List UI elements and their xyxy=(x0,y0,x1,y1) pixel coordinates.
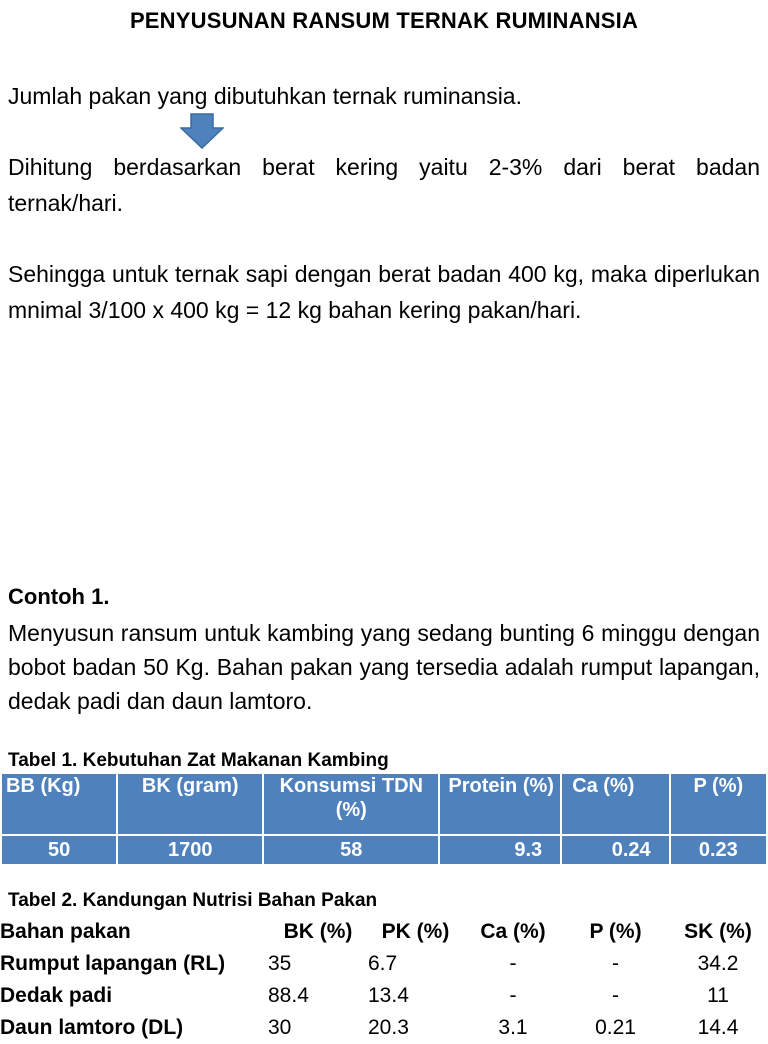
column-header: Ca (%) xyxy=(561,773,669,835)
table-cell: - xyxy=(612,984,619,1007)
table-cell: 0.23 xyxy=(670,835,767,865)
column-header: Bahan pakan xyxy=(0,920,131,943)
table-header-row xyxy=(1,773,767,835)
table-cell: 88.4 xyxy=(268,984,309,1007)
column-header: PK (%) xyxy=(381,920,450,943)
table2-caption: Tabel 2. Kandungan Nutrisi Bahan Pakan xyxy=(8,890,378,911)
nutrient-requirement-table xyxy=(0,772,768,866)
table-cell: 1700 xyxy=(117,835,263,865)
column-header: SK (%) xyxy=(684,920,752,943)
table-cell: 20.3 xyxy=(368,1016,409,1039)
column-header: Protein (%) xyxy=(439,773,561,835)
column-header: P (%) xyxy=(670,773,767,835)
column-header: BK (%) xyxy=(283,920,353,943)
table-cell: 6.7 xyxy=(368,952,398,975)
basis-paragraph: Dihitung berdasarkan berat kering yaitu 2-3% dari berat badan ternak/hari. xyxy=(8,154,760,216)
table-cell: 3.1 xyxy=(498,1016,528,1039)
table-cell: 14.4 xyxy=(697,1016,739,1039)
column-header: Ca (%) xyxy=(480,920,546,943)
feed-name: Daun lamtoro (DL) xyxy=(0,1016,184,1039)
table-cell: 34.2 xyxy=(697,952,739,975)
column-header: Konsumsi TDN (%) xyxy=(263,773,439,835)
table-cell: 0.21 xyxy=(595,1016,636,1039)
table-cell: 58 xyxy=(263,835,439,865)
table1-caption: Tabel 1. Kebutuhan Zat Makanan Kambing xyxy=(8,750,389,771)
calculation-paragraph: Sehingga untuk ternak sapi dengan berat badan 400 kg, maka diperlukan mnimal 3/100 x 400 kg = 12 kg bahan kering pakan/hari. xyxy=(8,261,760,323)
feed-nutrient-table xyxy=(0,916,768,1044)
table-cell: 13.4 xyxy=(368,984,409,1007)
intro-paragraph: Jumlah pakan yang dibutuhkan ternak ruminansia. xyxy=(8,83,522,109)
feed-name: Dedak padi xyxy=(0,984,113,1007)
down-arrow-icon xyxy=(180,113,224,149)
table-cell: - xyxy=(509,984,517,1007)
table-cell: 9.3 xyxy=(439,835,561,865)
column-header: P (%) xyxy=(589,920,642,943)
table-row xyxy=(1,835,767,865)
page-title: PENYUSUNAN RANSUM TERNAK RUMINANSIA xyxy=(129,8,639,33)
table-cell: - xyxy=(509,952,517,975)
table-cell: 50 xyxy=(1,835,117,865)
table-cell: 35 xyxy=(268,952,292,975)
table-cell: 11 xyxy=(707,984,729,1007)
example-heading: Contoh 1. xyxy=(8,584,110,609)
table-row xyxy=(0,1012,768,1044)
example-paragraph: Menyusun ransum untuk kambing yang sedang bunting 6 minggu dengan bobot badan 50 Kg. Bahan pakan yang tersedia adalah rumput lapangan, dedak padi dan daun lamtoro. xyxy=(8,620,760,714)
column-header: BB (Kg) xyxy=(1,773,117,835)
table-header-row xyxy=(0,916,768,948)
feed-name: Rumput lapangan (RL) xyxy=(0,952,226,975)
table-cell: 30 xyxy=(268,1016,292,1039)
table-cell: - xyxy=(612,952,619,975)
table-row xyxy=(0,948,768,980)
table-row xyxy=(0,980,768,1012)
table-cell: 0.24 xyxy=(561,835,669,865)
column-header: BK (gram) xyxy=(117,773,263,835)
